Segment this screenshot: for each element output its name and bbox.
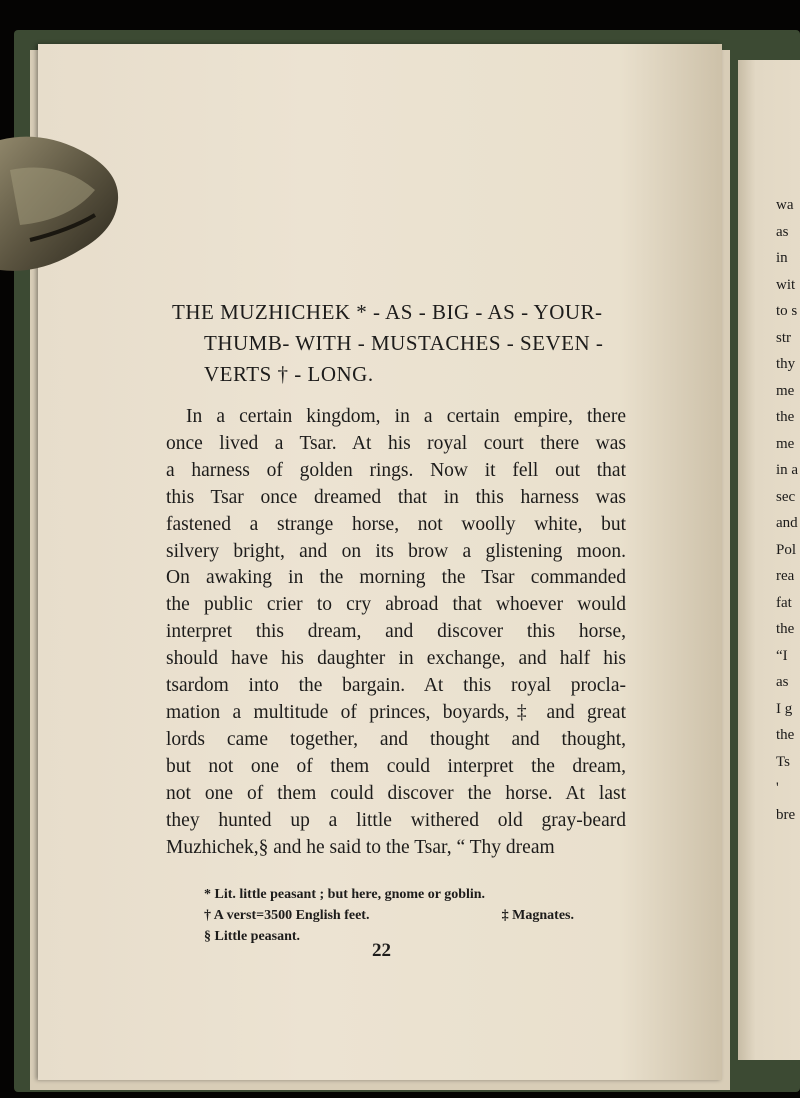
right-page-fragment: wit [776,276,796,293]
right-page-fragment: fat [776,594,792,611]
text-line: mation a multitude of princes, boyards,‡ and great [166,701,626,723]
right-page-fragment: ' [776,780,779,796]
footnote-3: ‡ Magnates. [501,908,574,923]
right-page-fragment: as [776,674,789,690]
right-page-fragment: bre [776,806,796,823]
body-text [166,404,626,861]
text-line: once lived a Tsar. At his royal court there was [166,432,626,454]
page-number: 22 [372,940,391,961]
right-page-fragment: the [776,727,795,743]
text-line: should have his daughter in exchange, and half his [166,648,626,670]
right-page-fragment: I g [776,700,793,717]
right-page-fragment: Ts [776,753,790,770]
text-line: Muzhichek,§ and he said to the Tsar, “ Thy dream [166,836,555,858]
chapter-title [172,297,642,390]
right-page-fragment: the [776,409,795,425]
text-line: but not one of them could interpret the dream, [166,755,626,777]
right-page [738,60,800,1060]
text-line: silvery bright, and on its brow a glistening moon. [166,540,626,562]
right-page-fragment: in [776,250,788,266]
text-line: lords came together, and thought and thought, [166,728,626,750]
right-page-fragment: wa [776,197,794,213]
text-line: fastened a strange horse, not woolly white, but [166,513,626,535]
right-page-fragment: “I [776,647,788,664]
right-page-fragment: me [776,382,795,399]
right-page-fragment: and [776,515,798,531]
footnote-1: * Lit. little peasant ; but here, gnome or goblin. [204,887,486,902]
title-line-1: THE MUZHICHEK * - AS - BIG - AS - YOUR- [172,300,603,324]
right-page-fragment: rea [776,568,795,584]
text-line: In a certain kingdom, in a certain empire, there [186,406,626,427]
title-line-2: THUMB- WITH - MUSTACHES - SEVEN - [204,331,604,355]
footnote-4: § Little peasant. [204,929,301,944]
right-page-fragment: str [776,329,791,346]
text-line: On awaking in the morning the Tsar commanded [166,567,626,589]
right-page-fragment: the [776,621,795,637]
right-page-fragment: in a [776,462,799,478]
right-page-fragment: as [776,223,789,240]
right-page-fragment: sec [776,488,796,505]
footnotes [204,884,574,947]
text-line: not one of them could discover the horse. At last [166,782,626,804]
text-line: this Tsar once dreamed that in this harness was [166,486,626,508]
text-line: they hunted up a little withered old gray-beard [166,809,626,831]
right-page-fragment: me [776,435,795,452]
footnote-2: † A verst=3500 English feet. [204,908,370,923]
text-line: interpret this dream, and discover this horse, [166,621,626,643]
text-line: tsardom into the bargain. At this royal procla- [166,675,626,697]
title-line-3: VERTS † - LONG. [204,362,374,386]
text-line: the public crier to cry abroad that whoever would [166,594,626,616]
text-line: a harness of golden rings. Now it fell out that [166,459,626,481]
right-page-fragment: Pol [776,541,797,558]
right-page-fragment: thy [776,356,796,372]
right-page-fragment: to s [776,303,798,319]
brass-clasp [0,130,128,280]
